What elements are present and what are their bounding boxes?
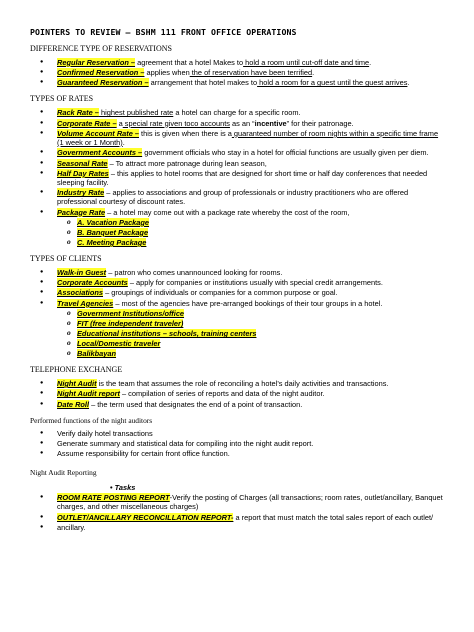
list-item: ● Travel Agencies – most of the agencies have pre-arranged bookings of their tour groups in a hotel. [30,299,446,308]
list-item: ● Night Audit report – compilation of series of reports and data of the night auditor. [30,389,446,398]
telephone-list [30,379,446,409]
list-item: ● Night Audit is the team that assumes the role of reconciling a hotel’s daily activities and transactions. [30,379,446,388]
rates-heading: TYPES OF RATES [30,94,94,104]
list-item: ● Government Accounts – government officials who stay in a hotel for official functions are usually given per diem. [30,148,446,157]
list-item: ● Rack Rate – highest published rate a hotel can charge for a specific room. [30,108,446,117]
list-item: ● Corporate Accounts – apply for companies or institutions usually with special credit arrangements. [30,278,446,287]
list-item: ● Walk-in Guest – patron who comes unannounced looking for rooms. [30,268,446,277]
list-item: ● Package Rate – a hotel may come out with a package rate whereby the cost of the room, [30,208,446,217]
list-item: ● Associations – groupings of individuals or companies for a common purpose or goal. [30,288,446,297]
functions-heading: Performed functions of the night auditors [30,415,153,425]
telephone-heading: TELEPHONE EXCHANGE [30,365,123,375]
tasks-label: • Tasks [30,483,446,492]
sub-list-item: o FIT (free independent traveler) [30,319,446,328]
sub-list-item: o Balikbayan [30,349,446,358]
reservations-list [30,58,446,88]
sub-list-item: o C. Meeting Package [30,238,446,247]
reservations-heading: DIFFERENCE TYPE OF RESERVATIONS [30,44,172,53]
clients-list [30,268,446,358]
list-item: ● OUTLET/ANCILLARY RECONCILLATION REPORT- a report that must match the total sales report of each outlet/ [30,513,446,522]
sub-list-item: o B. Banquet Package [30,228,446,237]
sub-list-item: o Educational institutions – schools, training centers [30,329,446,338]
clients-heading: TYPES OF CLIENTS [30,254,102,263]
list-item: ● Regular Reservation – agreement that a hotel Makes to hold a room until cut-off date and time. [30,58,446,67]
list-item: ● Confirmed Reservation – applies when the of reservation have been terrified. [30,68,446,77]
list-item: ● ancillary. [30,523,446,532]
list-item: ● Seasonal Rate – To attract more patronage during lean season, [30,159,446,168]
list-item: ● Generate summary and statistical data for compiling into the night audit report. [30,439,446,448]
list-item: ● Date Roll – the term used that designates the end of a point of transaction. [30,400,446,409]
rates-list [30,108,446,247]
reporting-list [30,493,446,532]
list-item: ● Volume Account Rate – this is given when there is a guaranteed number of room nights within a specific time frame (1 week or 1 Month). [30,129,446,147]
list-item: ● ROOM RATE POSTING REPORT-Verify the posting of Charges (all transactions; room rates, outlet/ancillary, Banquet charges, and other miscellaneous charges) [30,493,446,511]
list-item: ● Assume responsibility for certain front office function. [30,449,446,458]
sub-list-item: o Government Institutions/office [30,309,446,318]
list-item: ● Corporate Rate – a special rate given toco accounts as an “incentive” for their patronage. [30,119,446,128]
sub-list-item: o A. Vacation Package [30,218,446,227]
list-item: ● Half Day Rates – this applies to hotel rooms that are designed for short time or half day conferences that needed sleeping facility. [30,169,446,187]
reporting-heading: Night Audit Reporting [30,468,97,478]
functions-list [30,429,446,459]
page-title: POINTERS TO REVIEW – BSHM 111 FRONT OFFICE OPERATIONS [30,27,297,37]
list-item: ● Verify daily hotel transactions [30,429,446,438]
list-item: ● Guaranteed Reservation – arrangement that hotel makes to hold a room for a guest until the guest arrives. [30,78,446,87]
sub-list-item: o Local/Domestic traveler [30,339,446,348]
list-item: ● Industry Rate – applies to associations and group of professionals or industry practitioners who are offered professional courtesy of discount rates. [30,188,446,206]
